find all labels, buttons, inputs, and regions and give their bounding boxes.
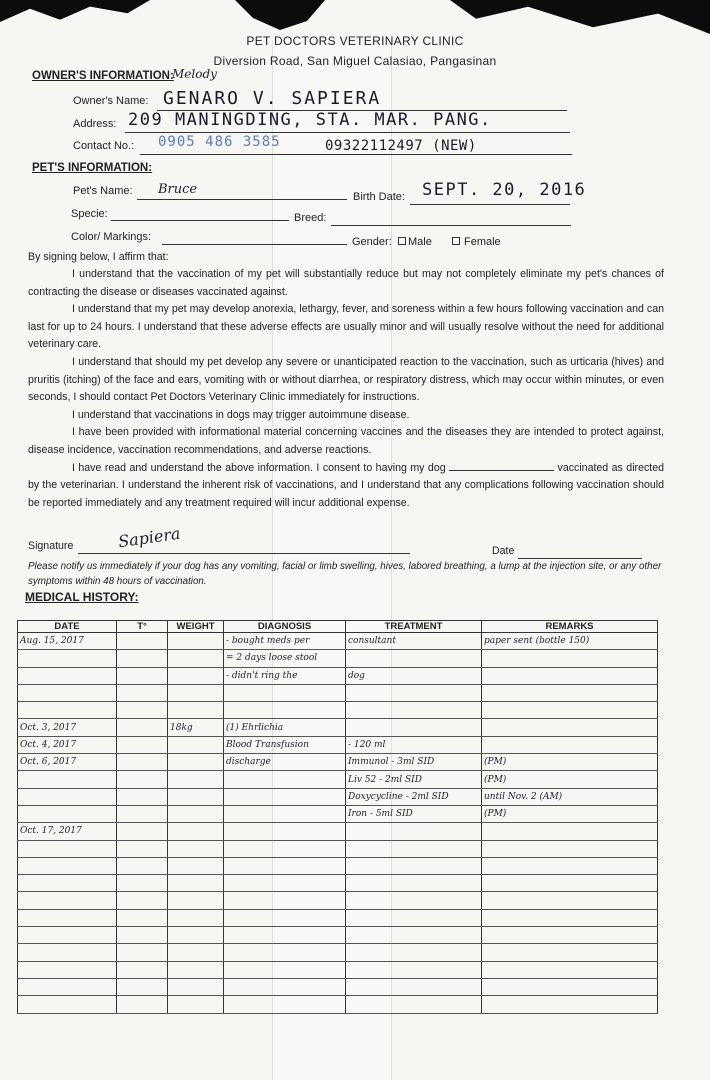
treatment-cell [346,840,482,857]
col-diagnosis: DIAGNOSIS [224,621,346,633]
table-row [18,996,658,1013]
table-row [18,771,658,788]
date-cell [18,840,117,857]
table-header-row [18,621,658,633]
date-cell [18,788,117,805]
breed-line [331,225,571,226]
female-label: Female [464,236,501,248]
treatment-cell: dog [346,667,482,684]
treatment-cell [346,684,482,701]
date-cell [18,944,117,961]
diagnosis-cell [224,892,346,909]
temp-cell [117,633,168,650]
date-cell: Oct. 6, 2017 [18,754,117,771]
clinic-name: PET DOCTORS VETERINARY CLINIC [246,34,464,48]
consent-p5: I have been provided with informational material concerning vaccines and the diseases they are intended to protect against, disease incidence, vaccination recommendations, and adverse reactions. [28,426,664,456]
treatment-cell [346,996,482,1013]
date-cell [18,978,117,995]
weight-cell [168,892,224,909]
torn-edge-right [450,0,710,34]
table-row [18,978,658,995]
breed-label: Breed: [294,212,327,224]
medical-section-title: MEDICAL HISTORY: [25,590,139,604]
temp-cell [117,667,168,684]
treatment-cell: consultant [346,633,482,650]
date-cell [18,771,117,788]
date-cell [18,702,117,719]
temp-cell [117,927,168,944]
table-row [18,875,658,892]
remarks-cell [482,650,658,667]
weight-cell [168,978,224,995]
pet-section-title: PET'S INFORMATION: [32,162,153,174]
weight-cell [168,771,224,788]
birth-date-line [410,204,570,205]
diagnosis-cell: Blood Transfusion [224,736,346,753]
date-cell: Oct. 4, 2017 [18,736,117,753]
remarks-cell [482,978,658,995]
weight-cell [168,840,224,857]
remarks-cell [482,875,658,892]
gender-label: Gender: [352,236,392,248]
date-cell [18,667,117,684]
remarks-cell [482,892,658,909]
color-label: Color/ Markings: [71,231,152,243]
weight-cell: 18kg [168,719,224,736]
weight-cell [168,805,224,822]
remarks-cell [482,840,658,857]
col-temp: T° [117,621,168,633]
birth-date-label: Birth Date: [353,191,405,203]
diagnosis-cell [224,875,346,892]
treatment-cell [346,961,482,978]
diagnosis-cell: (1) Ehrlichia [224,719,346,736]
owner-name-value: GENARO V. SAPIERA [163,88,382,109]
weight-cell [168,667,224,684]
pet-name-line [137,199,347,200]
diagnosis-cell [224,823,346,840]
consent-p2: I understand that my pet may develop anorexia, lethargy, fever, and soreness within a few hours following vaccination and can last for up to 24 hours. I understand that these adverse effects are usually minor and will usually resolve without the need for additional veterinary care. [28,303,664,351]
diagnosis-cell [224,788,346,805]
contact-value-2: 09322112497 (NEW) [325,138,477,154]
weight-cell [168,996,224,1013]
temp-cell [117,996,168,1013]
diagnosis-cell [224,857,346,874]
treatment-cell [346,650,482,667]
table-row [18,857,658,874]
signature-label: Signature [28,540,74,552]
date-cell [18,909,117,926]
clinic-address: Diversion Road, San Miguel Calasiao, Pangasinan [213,54,497,68]
medical-history-body [18,633,658,1014]
temp-cell [117,650,168,667]
weight-cell [168,736,224,753]
consent-p1: I understand that the vaccination of my pet will substantially reduce but may not completely eliminate my pet's chances of contracting the disease or diseases vaccinated against. [28,268,664,298]
weight-cell [168,684,224,701]
diagnosis-cell [224,927,346,944]
weight-cell [168,788,224,805]
diagnosis-cell [224,805,346,822]
treatment-cell [346,702,482,719]
remarks-cell: (PM) [482,771,658,788]
table-row [18,823,658,840]
remarks-cell [482,996,658,1013]
temp-cell [117,823,168,840]
consent-intro: By signing below, I affirm that: [28,251,169,263]
weight-cell [168,875,224,892]
table-row [18,944,658,961]
date-cell: Oct. 17, 2017 [18,823,117,840]
female-checkbox[interactable] [452,237,460,245]
remarks-cell [482,702,658,719]
contact-value-1: 0905 486 3585 [158,134,281,150]
diagnosis-cell [224,840,346,857]
date-cell [18,857,117,874]
color-line [162,244,347,245]
date-cell [18,650,117,667]
col-date: DATE [18,621,117,633]
weight-cell [168,961,224,978]
treatment-cell [346,875,482,892]
consent-p6b: vaccinated as directed by the veterinarian. I understand the inherent risk of vaccinations, and I understand that any complications following vaccination should be reported immediately and any treatment required will incur additional expense. [28,461,664,509]
remarks-cell [482,684,658,701]
diagnosis-cell [224,961,346,978]
diagnosis-cell: - didn't ring the [224,667,346,684]
remarks-cell [482,857,658,874]
diagnosis-cell [224,944,346,961]
torn-edge-center [235,0,325,30]
weight-cell [168,754,224,771]
temp-cell [117,857,168,874]
remarks-cell [482,719,658,736]
date-cell [18,684,117,701]
temp-cell [117,961,168,978]
date-label: Date [492,545,515,557]
medical-history-table [17,620,658,1014]
diagnosis-cell: discharge [224,754,346,771]
consent-p6 [28,460,664,513]
date-cell [18,996,117,1013]
temp-cell [117,736,168,753]
diagnosis-cell [224,702,346,719]
diagnosis-cell: = 2 days loose stool [224,650,346,667]
weight-cell [168,944,224,961]
owner-name-label: Owner's Name: [73,95,149,107]
gender-male-option[interactable] [398,236,432,248]
consent-p6a: I have read and understand the above information. I consent to having my dog [72,461,446,474]
remarks-cell: (PM) [482,754,658,771]
diagnosis-cell: - bought meds per [224,633,346,650]
table-row [18,961,658,978]
remarks-cell [482,736,658,753]
table-row [18,754,658,771]
treatment-cell: Doxycycline - 2ml SID [346,788,482,805]
date-cell [18,875,117,892]
contact-label: Contact No.: [73,140,135,152]
temp-cell [117,892,168,909]
temp-cell [117,909,168,926]
consent-paragraphs [28,266,664,512]
male-checkbox[interactable] [398,237,406,245]
treatment-cell [346,944,482,961]
weight-cell [168,633,224,650]
temp-cell [117,702,168,719]
torn-edge-left [0,0,150,22]
treatment-cell [346,857,482,874]
temp-cell [117,771,168,788]
date-cell [18,927,117,944]
remarks-cell [482,823,658,840]
temp-cell [117,684,168,701]
weight-cell [168,857,224,874]
pet-name-value: Bruce [158,182,198,197]
diagnosis-cell [224,996,346,1013]
remarks-cell: (PM) [482,805,658,822]
date-cell: Aug. 15, 2017 [18,633,117,650]
treatment-cell: Immunol - 3ml SID [346,754,482,771]
diagnosis-cell [224,978,346,995]
col-weight: WEIGHT [168,621,224,633]
remarks-cell [482,944,658,961]
temp-cell [117,944,168,961]
weight-cell [168,702,224,719]
signature-line[interactable] [78,553,410,554]
table-row [18,667,658,684]
treatment-cell: Iron - 5ml SID [346,805,482,822]
col-remarks: REMARKS [482,621,658,633]
pet-name-label: Pet's Name: [73,185,133,197]
weight-cell [168,909,224,926]
date-cell [18,805,117,822]
treatment-cell [346,892,482,909]
specie-label: Specie: [71,208,108,220]
temp-cell [117,719,168,736]
weight-cell [168,927,224,944]
male-label: Male [408,236,432,248]
treatment-cell [346,927,482,944]
remarks-cell: until Nov. 2 (AM) [482,788,658,805]
table-row [18,633,658,650]
date-line[interactable] [518,558,642,559]
birth-date-value: SEPT. 20, 2016 [422,180,587,200]
temp-cell [117,805,168,822]
diagnosis-cell [224,909,346,926]
consent-p4: I understand that vaccinations in dogs may trigger autoimmune disease. [72,408,410,421]
dog-name-blank[interactable] [449,470,554,471]
temp-cell [117,978,168,995]
weight-cell [168,650,224,667]
treatment-cell [346,823,482,840]
weight-cell [168,823,224,840]
treatment-cell [346,719,482,736]
date-cell: Oct. 3, 2017 [18,719,117,736]
temp-cell [117,875,168,892]
gender-female-option[interactable] [452,236,501,248]
remarks-cell [482,927,658,944]
table-row [18,805,658,822]
table-row [18,702,658,719]
remarks-cell [482,667,658,684]
notice-text: Please notify us immediately if your dog has any vomiting, facial or limb swelling, hives, labored breathing, a lump at the injection site, or any other symptoms within 48 hours of vaccination. [28,561,662,587]
remarks-cell [482,961,658,978]
address-line [125,132,570,133]
table-row [18,840,658,857]
table-row [18,909,658,926]
owner-section-note: Melody [172,67,217,81]
col-treatment: TREATMENT [346,621,482,633]
remarks-cell: paper sent (bottle 150) [482,633,658,650]
consent-p3: I understand that should my pet develop any severe or unanticipated reaction to the vaccination, such as urticaria (hives) and pruritis (itching) of the face and ears, vomiting with or without diarrhea, or respiratory distress, which may occur within minutes, or even seconds, I should contact Pet Doctors Veterinary Clinic immediately for instructions. [28,355,664,404]
temp-cell [117,788,168,805]
temp-cell [117,754,168,771]
address-value: 209 MANINGDING, STA. MAR. PANG. [128,110,492,130]
treatment-cell: Liv 52 - 2ml SID [346,771,482,788]
table-row [18,788,658,805]
date-cell [18,961,117,978]
temp-cell [117,840,168,857]
remarks-cell [482,909,658,926]
table-row [18,736,658,753]
treatment-cell: - 120 ml [346,736,482,753]
signature-value: Sapiera [116,523,182,552]
table-row [18,719,658,736]
table-row [18,927,658,944]
contact-line [140,154,572,155]
date-cell [18,892,117,909]
owner-section-title: OWNER'S INFORMATION: [32,70,174,82]
treatment-cell [346,909,482,926]
table-row [18,892,658,909]
table-row [18,650,658,667]
table-row [18,684,658,701]
diagnosis-cell [224,684,346,701]
diagnosis-cell [224,771,346,788]
address-label: Address: [73,118,117,130]
specie-line [111,220,289,221]
treatment-cell [346,978,482,995]
